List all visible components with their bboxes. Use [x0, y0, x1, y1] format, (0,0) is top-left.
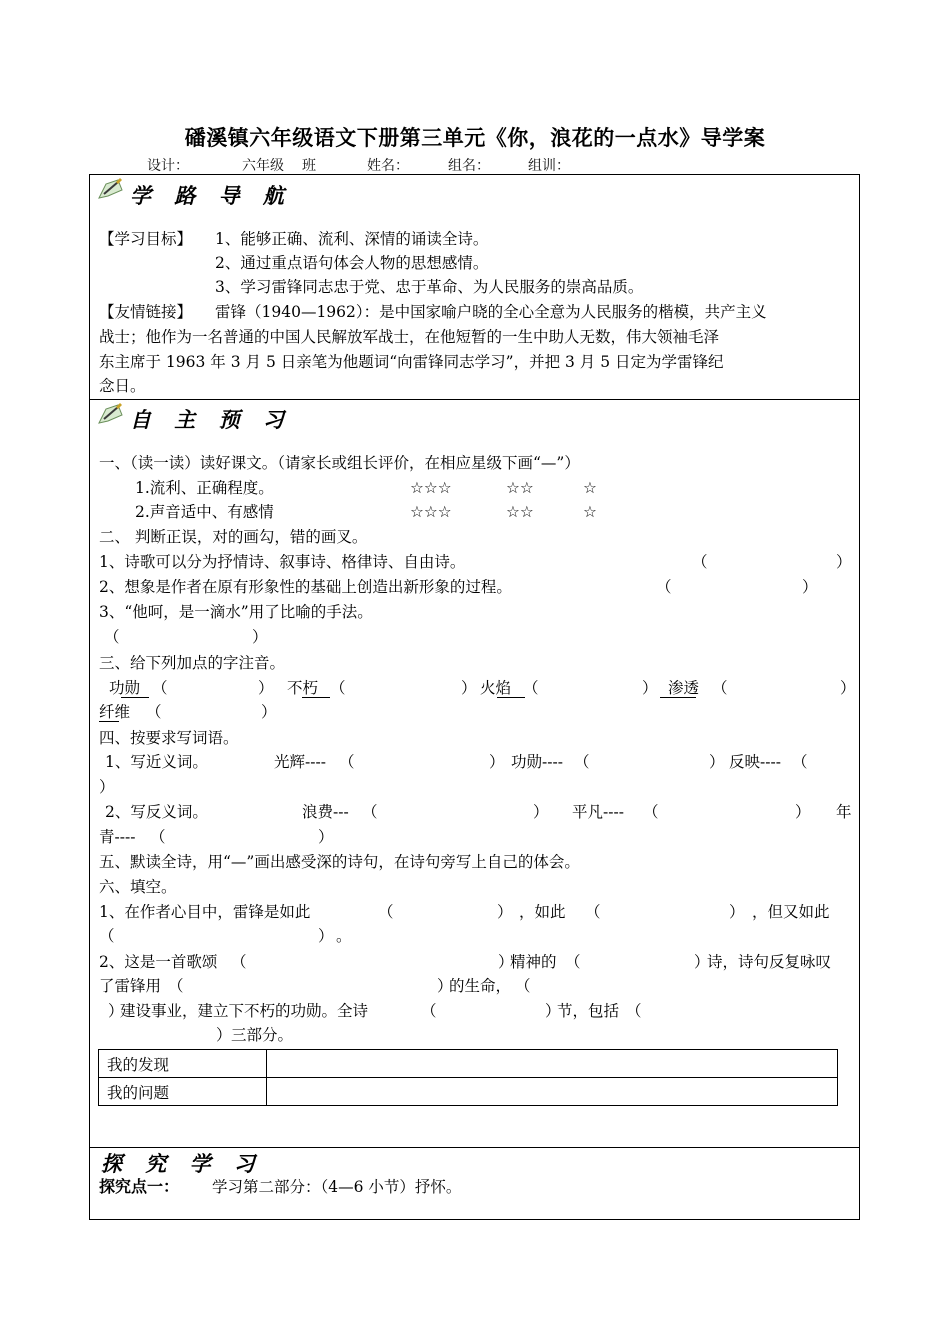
- answer-paren-open: （: [339, 753, 355, 771]
- pinyin-word-1: 功勋: [109, 679, 141, 697]
- goals-label: 【学习目标】: [99, 230, 193, 248]
- table-row: [99, 1050, 838, 1078]
- star-rating-2[interactable]: ☆☆: [506, 479, 534, 497]
- answer-paren-close: ）: [216, 1026, 232, 1044]
- meta-grade: 六年级: [242, 158, 284, 174]
- q6-2-c: 诗，诗句反复咏叹: [707, 953, 832, 971]
- answer-paren-open: （: [656, 578, 672, 596]
- answer-paren-close: ）: [840, 679, 856, 697]
- antonym-1: 浪费---: [302, 803, 349, 821]
- goal-3: 3、学习雷锋同志忠于党、忠于革命、为人民服务的崇高品质。: [215, 278, 644, 296]
- answer-paren-close: ）: [497, 903, 513, 921]
- answer-paren-open: （: [99, 927, 115, 945]
- answer-paren-open: （: [692, 553, 708, 571]
- answer-paren-open: （: [585, 903, 601, 921]
- answer-paren-open: （: [792, 753, 808, 771]
- q6-2-e: 的生命，: [449, 977, 512, 995]
- q6-2-h: 三部分。: [231, 1026, 294, 1044]
- q2-item-3: 3、“他呵，是一滴水”用了比喻的手法。: [99, 603, 373, 621]
- meta-name: 姓名：: [367, 158, 409, 174]
- q5-text: 五、默读全诗，用“—”画出感受深的诗句，在诗句旁写上自己的体会。: [99, 853, 580, 871]
- q1-item-2: 2.声音适中、有感情: [135, 503, 274, 521]
- emphasis-underline: [660, 697, 696, 698]
- answer-paren-close: ）: [642, 679, 658, 697]
- answer-paren-close: ）: [99, 778, 115, 796]
- link-label: 【友情链接】: [99, 303, 193, 321]
- q6-2-a: 2、这是一首歌颂: [99, 953, 218, 971]
- pinyin-word-4: 渗透: [668, 679, 700, 697]
- explore-point-text: 学习第二部分：（4—6 小节）抒怀。: [212, 1178, 462, 1196]
- findings-table: [98, 1049, 838, 1106]
- q1-item-1: 1.流利、正确程度。: [135, 479, 274, 497]
- answer-paren-open: （: [523, 679, 539, 697]
- answer-paren-open: （: [231, 953, 247, 971]
- link-line-1: 雷锋（1940—1962）：是中国家喻户晓的全心全意为人民服务的楷模，共产主义: [215, 303, 767, 321]
- synonym-3: 反映----: [729, 753, 781, 771]
- pinyin-word-5: 纤维: [99, 703, 131, 721]
- q6-2-b: 精神的: [510, 953, 557, 971]
- answer-paren-open: （: [152, 679, 168, 697]
- q6-2-f: 建设事业，建立下不朽的功勋。全诗: [120, 1002, 369, 1020]
- answer-paren-open: （: [362, 803, 378, 821]
- answer-paren-close: ）: [533, 803, 549, 821]
- answer-paren-close: ）: [795, 803, 811, 821]
- answer-paren-open: （: [565, 953, 581, 971]
- q6-text: 六、填空。: [99, 878, 177, 896]
- q4-text: 四、按要求写词语。: [99, 729, 239, 747]
- meta-class: 班: [302, 158, 316, 174]
- table-row: [99, 1078, 838, 1106]
- q2-item-1: 1、诗歌可以分为抒情诗、叙事诗、格律诗、自由诗。: [99, 553, 466, 571]
- pen-note-icon: [96, 401, 126, 427]
- q4-2-text: 2、写反义词。: [105, 803, 208, 821]
- answer-paren-close: ）: [545, 1002, 561, 1020]
- answer-paren-close: ）: [261, 703, 277, 721]
- q4-1-text: 1、写近义词。: [105, 753, 208, 771]
- answer-paren-open: （: [515, 977, 531, 995]
- emphasis-underline: [121, 697, 149, 698]
- synonym-2: 功勋----: [511, 753, 563, 771]
- answer-paren-open: （: [104, 628, 120, 646]
- answer-paren-close: ）: [461, 679, 477, 697]
- q6-2-g: 节，包括: [557, 1002, 620, 1020]
- star-rating-1[interactable]: ☆: [583, 503, 597, 521]
- q2-text: 二、 判断正误，对的画勾，错的画叉。: [99, 528, 368, 546]
- explore-heading: 探 究 学 习: [101, 1151, 263, 1176]
- antonym-3a: 年: [836, 803, 852, 821]
- guide-heading: 学 路 导 航: [130, 183, 292, 208]
- answer-paren-close: ）: [258, 679, 274, 697]
- star-rating-3[interactable]: ☆☆☆: [410, 479, 452, 497]
- explore-point-label: 探究点一：: [99, 1177, 180, 1196]
- meta-motto: 组训：: [528, 158, 570, 174]
- emphasis-underline: [302, 697, 330, 698]
- meta-design: 设计：: [147, 158, 189, 174]
- q6-1-c: ，但又如此: [752, 903, 830, 921]
- link-line-4: 念日。: [99, 377, 146, 395]
- preview-heading: 自 主 预 习: [130, 407, 292, 432]
- answer-paren-open: （: [150, 828, 166, 846]
- star-rating-3[interactable]: ☆☆☆: [410, 503, 452, 521]
- pinyin-word-2: 不朽: [287, 679, 319, 697]
- synonym-1: 光辉----: [274, 753, 326, 771]
- emphasis-underline: [497, 697, 525, 698]
- answer-paren-close: ）: [489, 753, 505, 771]
- pinyin-word-3: 火焰: [480, 679, 512, 697]
- answer-paren-close: ）: [437, 977, 453, 995]
- q6-2-d: 了雷锋用: [99, 977, 162, 995]
- answer-paren-close: ）: [108, 1002, 124, 1020]
- pen-note-icon: [96, 176, 126, 202]
- answer-paren-close: ）: [252, 628, 268, 646]
- answer-paren-open: （: [574, 753, 590, 771]
- antonym-2: 平凡----: [572, 803, 624, 821]
- antonym-3b: 青----: [99, 828, 136, 846]
- star-rating-1[interactable]: ☆: [583, 479, 597, 497]
- link-line-2: 战士；他作为一名普通的中国人民解放军战士，在他短暂的一生中助人无数，伟大领袖毛泽: [99, 328, 720, 346]
- answer-paren-close: ）: [318, 828, 334, 846]
- page-title: 磻溪镇六年级语文下册第三单元《你，浪花的一点水》导学案: [184, 125, 766, 150]
- meta-group: 组名：: [448, 158, 490, 174]
- q6-1-a: 1、在作者心目中，雷锋是如此: [99, 903, 311, 921]
- q3-text: 三、给下列加点的字注音。: [99, 654, 286, 672]
- link-line-3: 东主席于 1963 年 3 月 5 日亲笔为他题词“向雷锋同志学习”，并把 3 月 5 日定为学雷锋纪: [99, 353, 724, 371]
- answer-paren-open: （: [712, 679, 728, 697]
- answer-paren-close: ）: [836, 553, 852, 571]
- findings-label: 我的发现: [99, 1050, 267, 1078]
- answer-paren-close: ）: [729, 903, 745, 921]
- answer-paren-open: （: [626, 1002, 642, 1020]
- answer-paren-open: （: [378, 903, 394, 921]
- questions-input[interactable]: [267, 1078, 838, 1106]
- goal-1: 1、能够正确、流利、深情的诵读全诗。: [215, 230, 489, 248]
- answer-paren-close: ）: [498, 953, 514, 971]
- q2-item-2: 2、想象是作者在原有形象性的基础上创造出新形象的过程。: [99, 578, 512, 596]
- emphasis-underline: [99, 721, 119, 722]
- q6-1-b: ，如此: [519, 903, 566, 921]
- q1-text: 一、（读一读）读好课文。（请家长或组长评价，在相应星级下画“—”）: [99, 454, 580, 472]
- answer-paren-close: ）: [709, 753, 725, 771]
- answer-paren-open: （: [421, 1002, 437, 1020]
- answer-paren-close: ）: [694, 953, 710, 971]
- star-rating-2[interactable]: ☆☆: [506, 503, 534, 521]
- goal-2: 2、通过重点语句体会人物的思想感情。: [215, 254, 489, 272]
- answer-paren-open: （: [146, 703, 162, 721]
- answer-paren-close: ）: [318, 927, 334, 945]
- q6-1-d: 。: [336, 927, 352, 945]
- answer-paren-open: （: [330, 679, 346, 697]
- findings-input[interactable]: [267, 1050, 838, 1078]
- answer-paren-close: ）: [802, 578, 818, 596]
- answer-paren-open: （: [643, 803, 659, 821]
- questions-label: 我的问题: [99, 1078, 267, 1106]
- answer-paren-open: （: [168, 977, 184, 995]
